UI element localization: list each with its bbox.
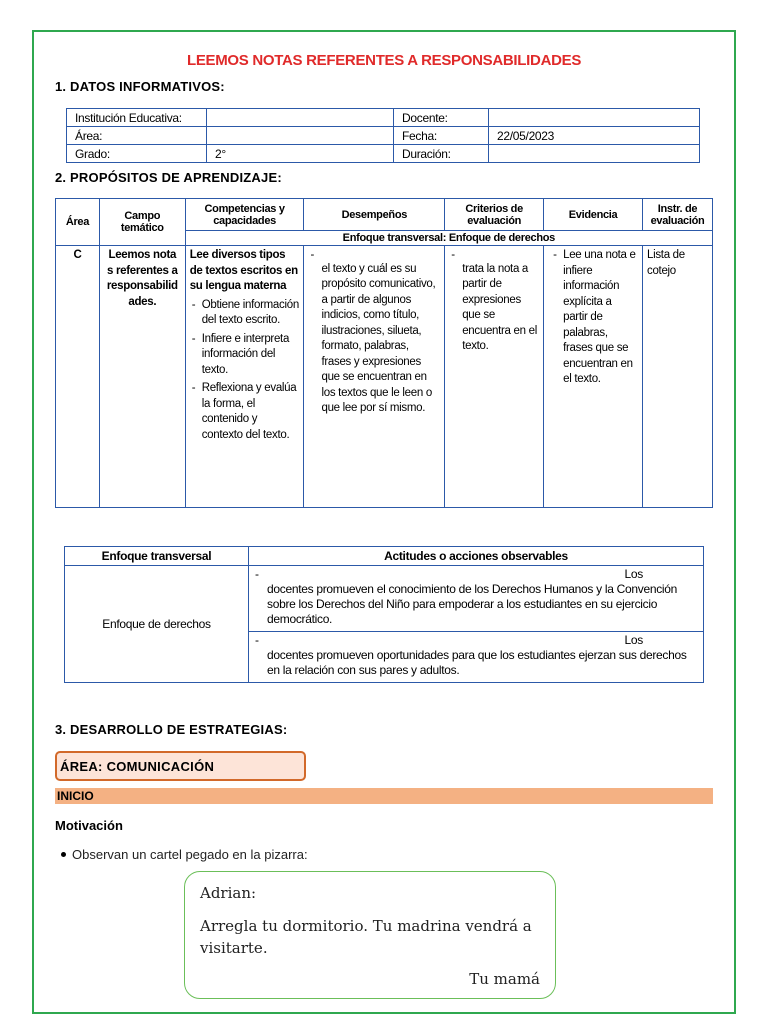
observan-text: Observan un cartel pegado en la pizarra: (72, 847, 308, 862)
bullet-icon (61, 852, 66, 857)
institucion-value (207, 109, 394, 127)
note-card (184, 871, 556, 999)
fecha-label: Fecha: (394, 127, 489, 145)
attitude-dash: - (255, 633, 259, 647)
section-desarrollo: 3. DESARROLLO DE ESTRATEGIAS: (55, 722, 288, 737)
attitude-los: Los (624, 567, 643, 581)
attitude-text: docentes promueven oportunidades para que los estudiantes ejerzan sus derechos en la relación con sus pares y adultos. (267, 648, 687, 677)
capacidad-item: - Obtiene información del texto escrito. (190, 298, 300, 329)
attitude-item-2 (249, 632, 704, 683)
competencias-cell (185, 246, 304, 508)
grado-label: Grado: (67, 145, 207, 163)
docente-value (489, 109, 700, 127)
note-signature: Tu mamá (469, 970, 540, 988)
grado-value: 2° (207, 145, 394, 163)
purposes-body-row (56, 246, 713, 508)
attitude-los: Los (624, 633, 643, 647)
desempeno-text: el texto y cuál es su propósito comunicativo, a partir de algunos indicios, como título, ilustraciones, silueta, formato, palabras, frases y expresiones que se encuentran en los textos que le leen o que lee por sí mismo. (321, 262, 436, 414)
enfoque-transversal-label: Enfoque transversal: Enfoque de derechos (185, 231, 712, 246)
area-value (207, 127, 394, 145)
criterio-text: trata la nota a partir de expresiones que se encuentra en el texto. (462, 262, 537, 352)
instrumento-cell: Lista de cotejo (643, 246, 713, 508)
capacidades-list (190, 298, 300, 444)
desempenos-cell (304, 246, 445, 508)
attitudes-header-row (65, 547, 704, 566)
area-label: Área: (67, 127, 207, 145)
evidencia-list (548, 248, 638, 388)
motivacion-heading: Motivación (55, 818, 123, 833)
info-row-grado (67, 145, 700, 163)
duracion-label: Duración: (394, 145, 489, 163)
header-actitudes: Actitudes o acciones observables (249, 547, 704, 566)
info-row-area (67, 127, 700, 145)
attitude-dash: - (255, 567, 259, 581)
criterio-dash: - (451, 249, 455, 261)
attitude-item-1 (249, 566, 704, 632)
header-instrumento: Instr. de evaluación (643, 199, 713, 231)
desempeno-dash: - (310, 249, 315, 261)
area-comunicacion-box: ÁREA: COMUNICACIÓN (55, 751, 306, 781)
institucion-label: Institución Educativa: (67, 109, 207, 127)
attitudes-table (64, 546, 704, 683)
document-title: LEEMOS NOTAS REFERENTES A RESPONSABILIDADES (186, 52, 582, 69)
inicio-bar: INICIO (55, 788, 713, 804)
purposes-table (55, 198, 713, 508)
header-campo: Campo temático (99, 199, 185, 246)
campo-cell: Leemos notas referentes a responsabilidades. (99, 246, 185, 508)
attitude-row-1 (65, 566, 704, 632)
section-propositos: 2. PROPÓSITOS DE APRENDIZAJE: (55, 170, 282, 185)
enfoque-de-derechos-cell: Enfoque de derechos (65, 566, 249, 683)
duracion-value (489, 145, 700, 163)
capacidad-item: - Reflexiona y evalúa la forma, el contenido y contexto del texto. (190, 381, 300, 443)
header-enfoque-transversal: Enfoque transversal (65, 547, 249, 566)
note-body: Arregla tu dormitorio. Tu madrina vendrá a visitarte. (200, 917, 532, 957)
attitude-text: docentes promueven el conocimiento de los Derechos Humanos y la Convención sobre los Derechos del Niño para empoderar a los estudiantes en su ejercicio democrático. (267, 582, 678, 626)
info-row-institucion (67, 109, 700, 127)
note-greeting: Adrian: (200, 884, 257, 902)
fecha-value: 22/05/2023 (489, 127, 700, 145)
evidencia-cell (544, 246, 643, 508)
area-cell: C (56, 246, 100, 508)
purposes-header-row (56, 199, 713, 231)
competencia-title: Lee diversos tipos de textos escritos en su lengua materna (189, 249, 298, 292)
capacidad-item: - Infiere e interpreta información del texto. (190, 332, 300, 379)
header-area: Área (56, 199, 100, 246)
header-evidencia: Evidencia (544, 199, 643, 231)
section-datos-informativos: 1. DATOS INFORMATIVOS: (55, 79, 225, 94)
evidencia-item: - Lee una nota e infiere información explícita a partir de palabras, frases que se encuentran en el texto. (551, 248, 638, 388)
header-criterios: Criterios de evaluación (445, 199, 544, 231)
criterios-cell (445, 246, 544, 508)
header-competencias: Competencias y capacidades (185, 199, 304, 231)
header-desempenos: Desempeños (304, 199, 445, 231)
observan-item (55, 847, 308, 862)
docente-label: Docente: (394, 109, 489, 127)
info-table (66, 108, 700, 163)
